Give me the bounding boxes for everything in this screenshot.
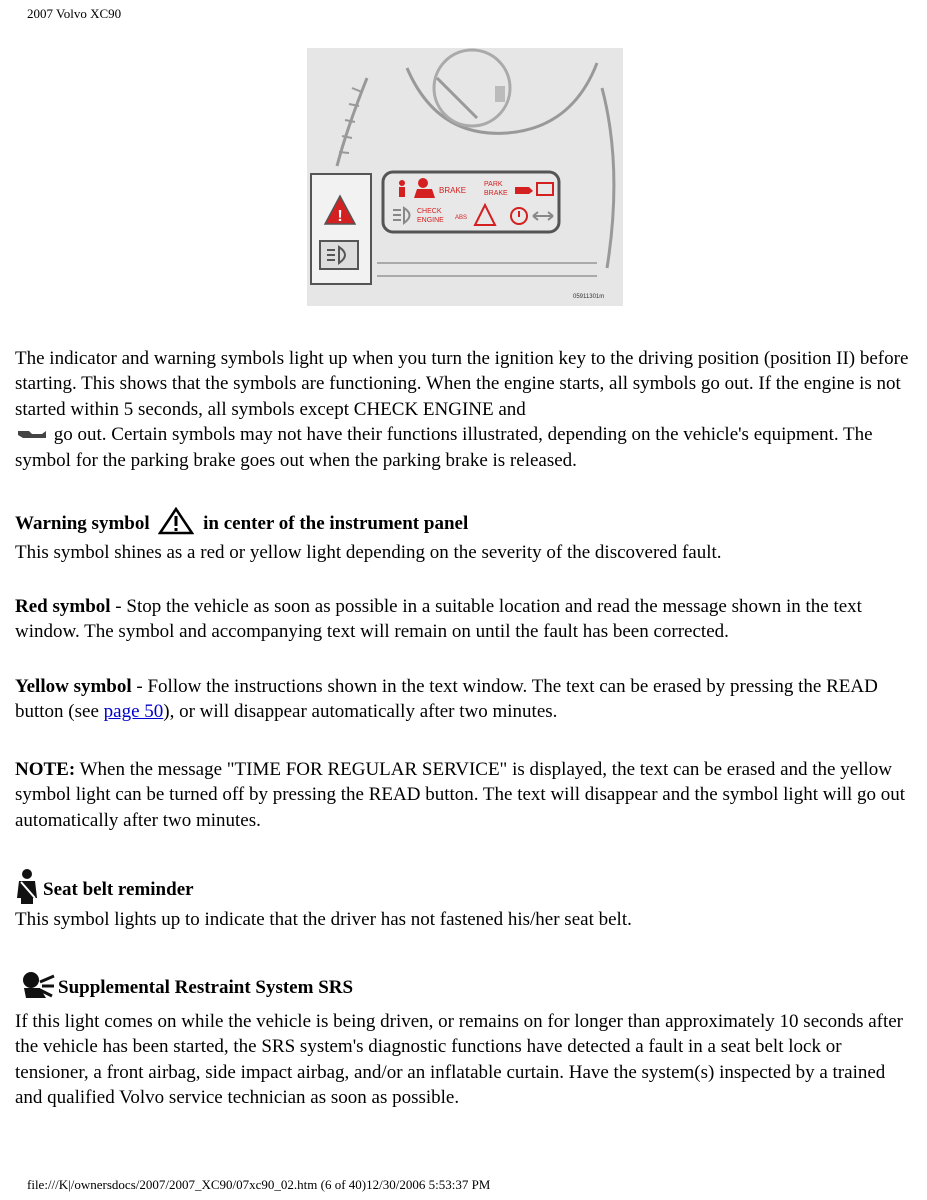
srs-body: If this light comes on while the vehicle is being driven, or remains on for longer than approximately 10 seconds after the vehicle has been started, the SRS system's diagnostic functions have detected a fault in a seat belt lock or tensioner, a front airbag, side impact airbag, and/or an inflatable curtain. Have the system(s) inspected by a trained and qualified Volvo service technician as soon as possible.: [15, 1011, 904, 1108]
yellow-symbol-label: Yellow symbol: [15, 676, 132, 697]
page-header-title: 2007 Volvo XC90: [27, 6, 122, 21]
brake-lamp-label: BRAKE: [439, 186, 467, 195]
yellow-symbol-text-2: ), or will disappear automatically after two minutes.: [163, 701, 558, 723]
instrument-panel-illustration: [307, 48, 623, 306]
srs-airbag-icon: [20, 970, 56, 1007]
warning-heading-text-1: Warning symbol: [15, 512, 150, 534]
warning-body: This symbol shines as a red or yellow light depending on the severity of the discovered fault.: [15, 542, 722, 563]
srs-heading-text: Supplemental Restraint System SRS: [58, 976, 354, 998]
note-text: When the message "TIME FOR REGULAR SERVICE" is displayed, the text can be erased and the yellow symbol light can be turned off by pressing the READ button. The text will disappear and the symbol light will go out automatically after two minutes.: [15, 759, 906, 831]
park-brake-label-1: PARK: [484, 181, 503, 188]
right-arc: [602, 88, 614, 268]
warning-triangle-icon: [158, 507, 194, 542]
svg-text:!: !: [337, 208, 343, 225]
intro-text-1: The indicator and warning symbols light up when you turn the ignition key to the driving position (position II) before starting. This shows that the symbols are functioning. When the engine starts, all symbols go out. If the engine is not started within 5 seconds, all symbols except CHECK ENGINE and: [15, 348, 909, 420]
seatbelt-body: This symbol lights up to indicate that the driver has not fastened his/her seat belt.: [15, 909, 632, 930]
yellow-symbol-text-1: - Follow the instructions shown in the text window. The text can be erased by pressing the READ button (see: [15, 676, 878, 723]
srs-heading: [20, 970, 353, 1007]
page-50-link[interactable]: page 50: [103, 701, 164, 723]
red-symbol-text: - Stop the vehicle as soon as possible in a suitable location and read the message shown in the text window. The symbol and accompanying text will remain on until the fault has been corrected.: [15, 596, 862, 643]
red-symbol-paragraph: [15, 594, 915, 645]
warning-symbol-heading: [15, 507, 468, 542]
check-engine-label-2: ENGINE: [417, 217, 444, 224]
red-symbol-label: Red symbol: [15, 596, 111, 617]
park-brake-label-2: BRAKE: [484, 190, 508, 197]
note-label: NOTE:: [15, 759, 76, 780]
note-paragraph: [15, 757, 915, 833]
intro-paragraph: [15, 346, 915, 473]
check-engine-label-1: CHECK: [417, 208, 442, 215]
seatbelt-lamp: [399, 180, 405, 197]
page-footer-path: file:///K|/ownersdocs/2007/2007_XC90/07xc90_02.htm (6 of 40)12/30/2006 5:53:37 PM: [27, 1177, 491, 1192]
intro-text-2: go out. Certain symbols may not have their functions illustrated, depending on the vehicle's equipment. The symbol for the parking brake goes out when the parking brake is released.: [15, 423, 873, 472]
lower-lines: [377, 263, 597, 276]
yellow-symbol-paragraph: [15, 674, 915, 725]
oil-pressure-icon: [15, 423, 49, 448]
symbol-panel: [383, 172, 559, 232]
abs-label: ABS: [455, 215, 468, 221]
instrument-panel-drawing: [307, 48, 623, 306]
seatbelt-heading-text: Seat belt reminder: [43, 878, 194, 900]
illustration-code: 05911301m: [573, 294, 605, 300]
warning-heading-text-2: in center of the instrument panel: [203, 512, 469, 534]
fuel-icon-shape: [495, 86, 505, 102]
